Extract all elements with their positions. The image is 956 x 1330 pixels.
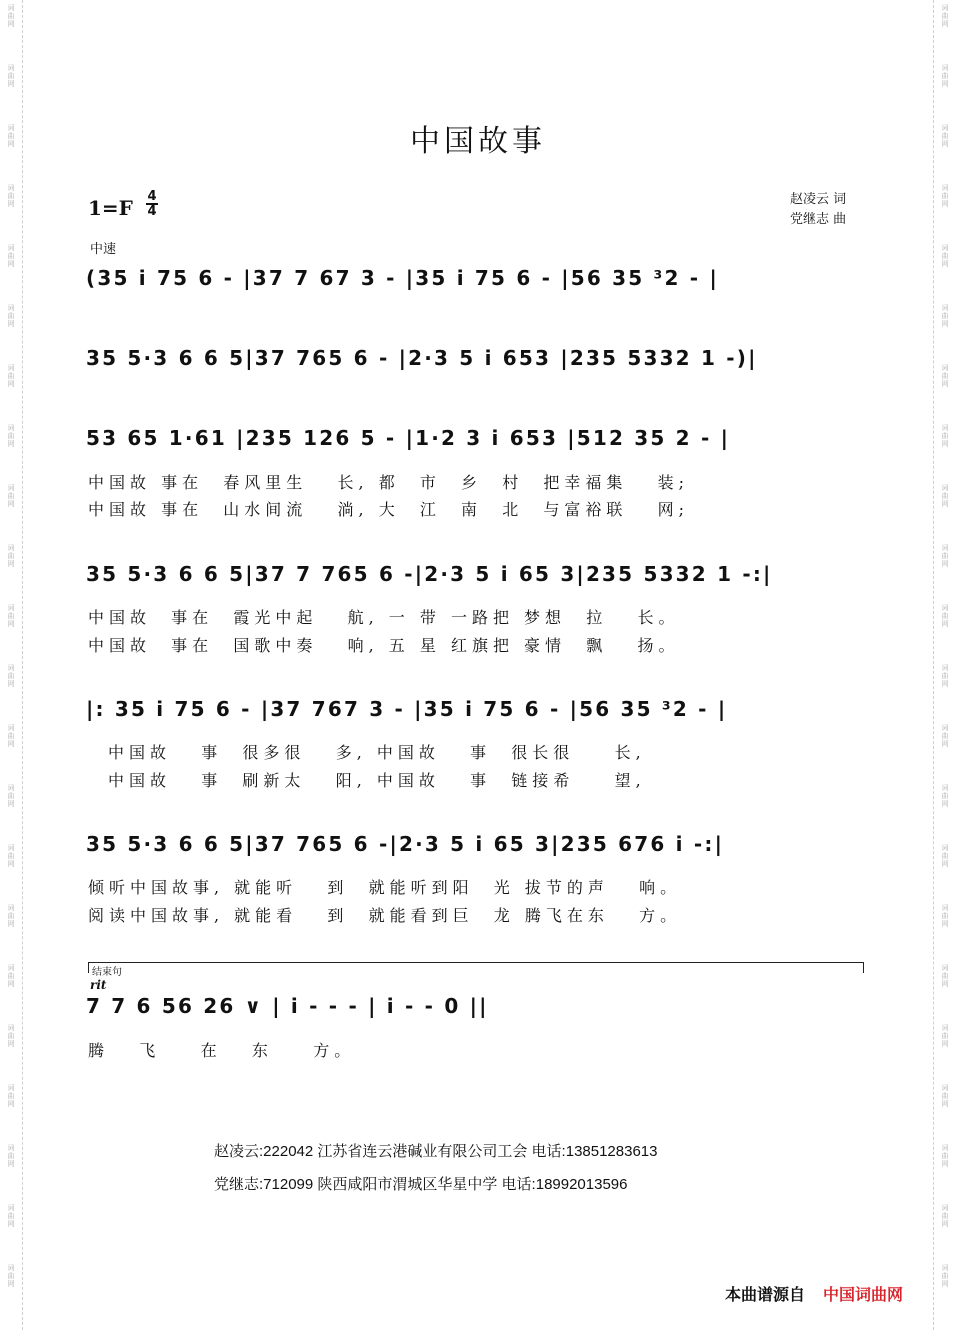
score-row-1: (35 i 75 6 - |37 7 67 3 - |35 i 75 6 - |56 35 ³2 - |: [86, 266, 719, 290]
composer-credit: 党继志 曲: [790, 212, 847, 227]
watermark-mark: 词 曲 网: [941, 124, 949, 148]
watermark-mark: 词 曲 网: [7, 244, 15, 268]
lyric-row-5-verse-1: 中国故 事 很多很 多, 中国故 事 很长很 长,: [108, 743, 646, 762]
score-row-3: 53 65 1·61 |235 126 5 - |1·2 3 i 653 |512 35 2 - |: [86, 426, 731, 450]
watermark-mark: 词 曲 网: [941, 4, 949, 28]
watermark-mark: 词 曲 网: [7, 604, 15, 628]
watermark-mark: 词 曲 网: [941, 1204, 949, 1228]
watermark-mark: 词 曲 网: [941, 1084, 949, 1108]
watermark-mark: 词 曲 网: [941, 1144, 949, 1168]
watermark-mark: 词 曲 网: [941, 64, 949, 88]
lyric-row-3-verse-2: 中国故 事在 山水间流 淌, 大 江 南 北 与富裕联 网;: [88, 500, 690, 519]
page-title: 中国故事: [410, 124, 546, 159]
time-signature: [146, 190, 158, 218]
contact-line-2: 党继志:712099 陕西咸阳市渭城区华星中学 电话:18992013596: [214, 1176, 628, 1193]
watermark-mark: 词 曲 网: [941, 1024, 949, 1048]
lyric-row-4-verse-1: 中国故 事在 霞光中起 航, 一 带 一路把 梦想 拉 长。: [88, 608, 680, 627]
watermark-mark: 词 曲 网: [7, 484, 15, 508]
tempo-marking: 中速: [90, 242, 117, 257]
watermark-mark: 词 曲 网: [941, 184, 949, 208]
watermark-mark: 词 曲 网: [7, 964, 15, 988]
time-signature-bottom: 4: [147, 204, 157, 219]
ending-label: 结束句: [92, 967, 122, 978]
lyric-row-3-verse-1: 中国故 事在 春风里生 长, 都 市 乡 村 把幸福集 装;: [88, 473, 690, 492]
watermark-mark: 词 曲 网: [7, 844, 15, 868]
watermark-mark: 词 曲 网: [941, 664, 949, 688]
watermark-mark: 词 曲 网: [7, 544, 15, 568]
ending-lyric: 腾 飞 在 东 方。: [88, 1041, 356, 1060]
source-credit: [725, 1282, 903, 1305]
watermark-mark: 词 曲 网: [7, 1204, 15, 1228]
watermark-mark: 词 曲 网: [941, 484, 949, 508]
lyricist-credit: 赵凌云 词: [790, 192, 847, 207]
key-signature: 1=F: [88, 196, 133, 220]
lyric-row-6-verse-1: 倾听中国故事, 就能听 到 就能听到阳 光 拔节的声 响。: [88, 878, 682, 897]
watermark-mark: 词 曲 网: [941, 544, 949, 568]
lyric-row-4-verse-2: 中国故 事在 国歌中奏 响, 五 星 红旗把 豪情 飘 扬。: [88, 636, 680, 655]
watermark-mark: 词 曲 网: [7, 184, 15, 208]
score-row-2: 35 5·3 6 6 5|37 765 6 - |2·3 5 i 653 |235 5332 1 -)|: [86, 346, 758, 370]
watermark-mark: 词 曲 网: [941, 424, 949, 448]
watermark-mark: 词 曲 网: [941, 304, 949, 328]
watermark-mark: 词 曲 网: [7, 364, 15, 388]
lyric-row-5-verse-2: 中国故 事 刷新太 阳, 中国故 事 链接希 望,: [108, 771, 646, 790]
source-prefix: 本曲谱源自: [725, 1287, 806, 1304]
lyric-row-6-verse-2: 阅读中国故事, 就能看 到 就能看到巨 龙 腾飞在东 方。: [88, 906, 682, 925]
credits: [790, 190, 846, 230]
watermark-mark: 词 曲 网: [7, 1024, 15, 1048]
ending-bracket: [88, 962, 864, 973]
score-row-6: 35 5·3 6 6 5|37 765 6 -|2·3 5 i 65 3|235 676 i -:|: [86, 832, 725, 856]
watermark-mark: 词 曲 网: [941, 904, 949, 928]
watermark-mark: 词 曲 网: [7, 64, 15, 88]
watermark-mark: 词 曲 网: [7, 304, 15, 328]
watermark-mark: 词 曲 网: [7, 124, 15, 148]
score-row-4: 35 5·3 6 6 5|37 7 765 6 -|2·3 5 i 65 3|235 5332 1 -:|: [86, 562, 773, 586]
watermark-mark: 词 曲 网: [7, 904, 15, 928]
watermark-mark: 词 曲 网: [941, 724, 949, 748]
watermark-mark: 词 曲 网: [941, 1264, 949, 1288]
watermark-mark: 词 曲 网: [941, 844, 949, 868]
score-row-5: |: 35 i 75 6 - |37 767 3 - |35 i 75 6 - |56 35 ³2 - |: [86, 697, 728, 721]
watermark-mark: 词 曲 网: [7, 724, 15, 748]
watermark-mark: 词 曲 网: [7, 664, 15, 688]
source-brand-link[interactable]: 中国词曲网: [823, 1287, 904, 1304]
ritardando-marking: rit: [90, 978, 107, 992]
watermark-mark: 词 曲 网: [941, 364, 949, 388]
watermark-mark: 词 曲 网: [7, 1084, 15, 1108]
watermark-mark: 词 曲 网: [7, 424, 15, 448]
ending-row: 7 7 6 56 26 ∨ | i - - - | i - - 0 ||: [86, 994, 489, 1018]
watermark-mark: 词 曲 网: [941, 244, 949, 268]
watermark-mark: 词 曲 网: [7, 784, 15, 808]
watermark-mark: 词 曲 网: [7, 1264, 15, 1288]
contact-line-1: 赵凌云:222042 江苏省连云港碱业有限公司工会 电话:13851283613: [214, 1143, 658, 1160]
time-signature-top: 4: [147, 189, 157, 204]
watermark-mark: 词 曲 网: [7, 1144, 15, 1168]
watermark-mark: 词 曲 网: [941, 604, 949, 628]
watermark-mark: 词 曲 网: [941, 964, 949, 988]
watermark-mark: 词 曲 网: [7, 4, 15, 28]
watermark-mark: 词 曲 网: [941, 784, 949, 808]
